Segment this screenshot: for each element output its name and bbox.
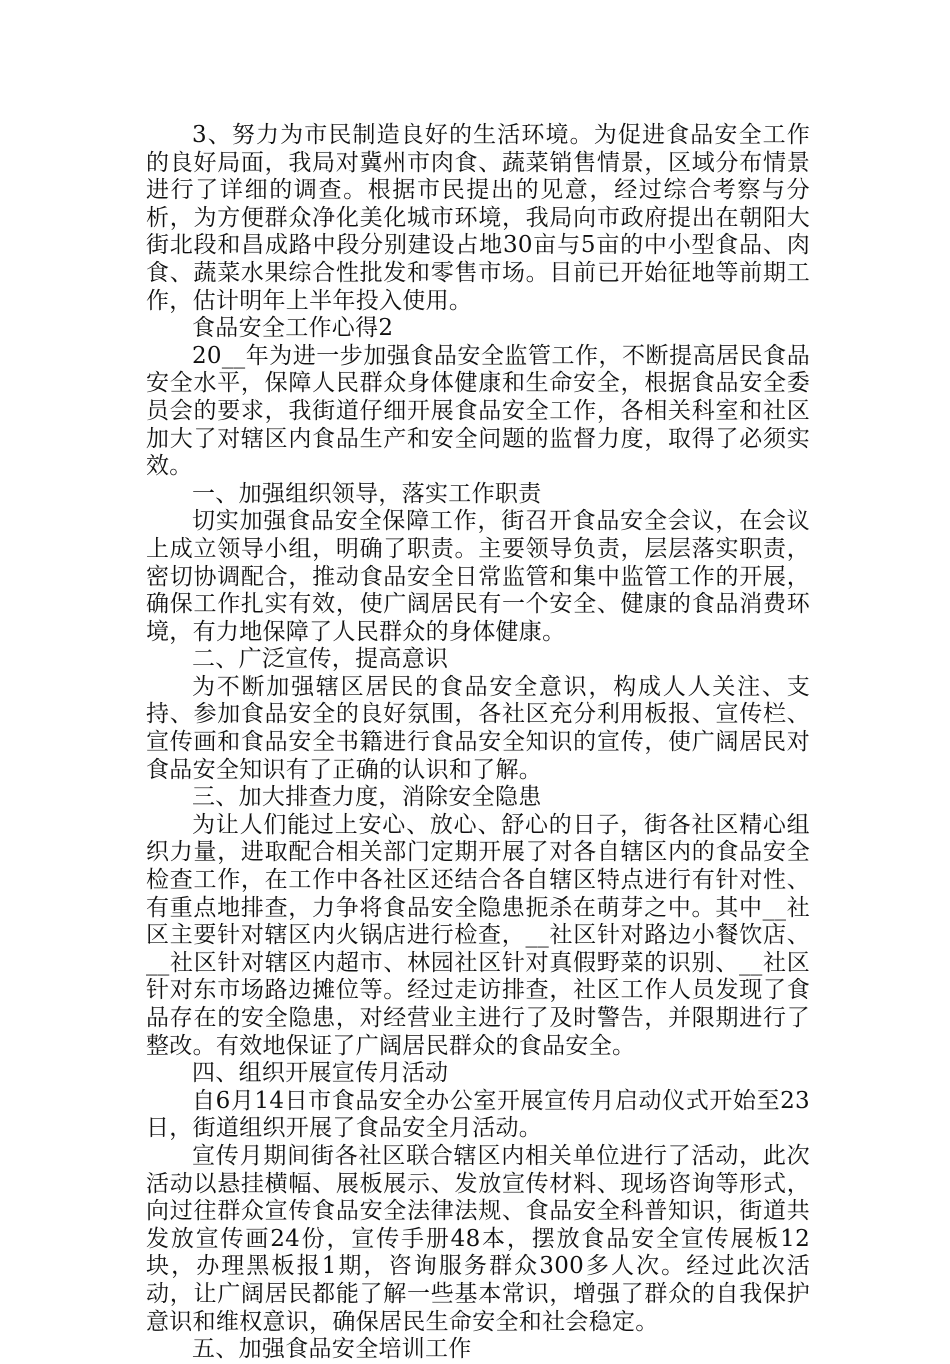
section-title-experience-2: 食品安全工作心得2 (192, 315, 394, 342)
paragraph-section-2: 为不断加强辖区居民的食品安全意识，构成人人关注、支持、参加食品安全的良好氛围，各社区充分利用板报、宣传栏、宣传画和食品安全书籍进行食品安全知识的宣传，使广阔居民对食品安全知识有了正确的认识和了解。 (146, 673, 810, 783)
heading-section-2: 二、广泛宣传，提高意识 (192, 646, 449, 673)
paragraph-section-3: 为让人们能过上安心、放心、舒心的日子，街各社区精心组织力量，进取配合相关部门定期开展了对各自辖区内的食品安全检查工作，在工作中各社区还结合各自辖区特点进行有针对性、有重点地排查，力争将食品安全隐患扼杀在萌芽之中。其中__社区主要针对辖区内火锅店进行检查，__社区针对路边小餐饮店、__社区针对辖区内超市、林园社区针对真假野菜的识别、__社区针对东市场路边摊位等。经过走访排查，社区工作人员发现了食品存在的安全隐患，对经营业主进行了及时警告，并限期进行了整改。有效地保证了广阔居民群众的食品安全。 (146, 811, 810, 1059)
paragraph-intro: 20__年为进一步加强食品安全监管工作，不断提高居民食品安全水平，保障人民群众身体健康和生命安全，根据食品安全委员会的要求，我街道仔细开展食品安全工作，各相关科室和社区加大了对辖区内食品生产和安全问题的监督力度，取得了必须实效。 (146, 342, 810, 480)
heading-section-4: 四、组织开展宣传月活动 (192, 1060, 449, 1087)
document-body (146, 122, 810, 1364)
paragraph-section-1: 切实加强食品安全保障工作，街召开食品安全会议，在会议上成立领导小组，明确了职责。主要领导负责，层层落实职责，密切协调配合，推动食品安全日常监管和集中监管工作的开展，确保工作扎实有效，使广阔居民有一个安全、健康的食品消费环境，有力地保障了人民群众的身体健康。 (146, 508, 810, 645)
heading-section-3: 三、加大排查力度，消除安全隐患 (192, 784, 542, 811)
heading-section-1: 一、加强组织领导，落实工作职责 (192, 480, 542, 507)
paragraph-improve-environment: 3、努力为市民制造良好的生活环境。为促进食品安全工作的良好局面，我局对冀州市肉食、蔬菜销售情景，区域分布情景进行了详细的调查。根据市民提出的见意，经过综合考察与分析，为方便群众净化美化城市环境，我局向市政府提出在朝阳大街北段和昌成路中段分别建设占地30亩与5亩的中小型食品、肉食、蔬菜水果综合性批发和零售市场。目前已开始征地等前期工作，估计明年上半年投入使用。 (146, 122, 810, 314)
paragraph-section-4b: 宣传月期间街各社区联合辖区内相关单位进行了活动，此次活动以悬挂横幅、展板展示、发放宣传材料、现场咨询等形式，向过往群众宣传食品安全法律法规、食品安全科普知识，街道共发放宣传画24份，宣传手册48本，摆放食品安全宣传展板12块，办理黑板报1期，咨询服务群众300多人次。经过此次活动，让广阔居民都能了解一些基本常识，增强了群众的自我保护意识和维权意识，确保居民生命安全和社会稳定。 (146, 1142, 810, 1335)
paragraph-section-4a: 自6月14日市食品安全办公室开展宣传月启动仪式开始至23日，街道组织开展了食品安全月活动。 (146, 1087, 810, 1142)
heading-section-5: 五、加强食品安全培训工作 (192, 1336, 472, 1363)
